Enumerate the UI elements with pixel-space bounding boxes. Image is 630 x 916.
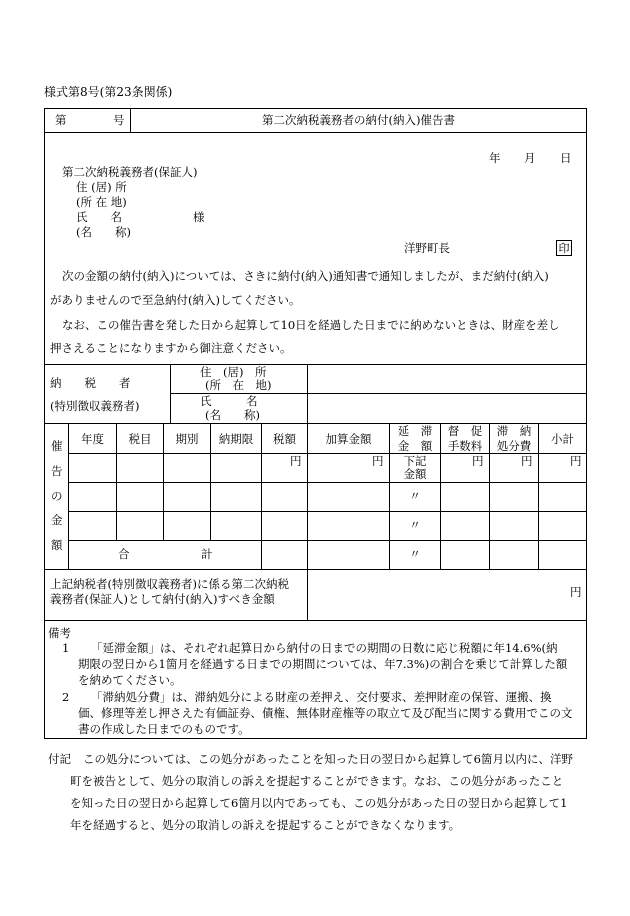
- col-header-deadline: 納期限: [218, 432, 254, 446]
- delay-note-1: 下記: [403, 454, 427, 468]
- footnote-line-3: を知った日の翌日から起算して6箇月以内であっても、この処分があった日の翌日から起算して1: [70, 796, 568, 810]
- col-header-period: 期別: [175, 432, 199, 446]
- frame-bottom: [44, 738, 587, 739]
- table-row-line-2: [68, 511, 586, 512]
- header-bottom-line: [44, 132, 587, 133]
- table-row-line-3: [68, 540, 586, 541]
- col-header-disp-2: 処分費: [496, 439, 532, 453]
- yen-surcharge: 円: [372, 454, 384, 468]
- frame-left: [44, 108, 45, 739]
- body-line-1: 次の金額の納付(納入)については、さきに納付(納入)通知書で通知しましたが、まだ納付(納入): [62, 269, 549, 283]
- seal-mark: 印: [556, 240, 572, 256]
- table-header-line: [68, 453, 586, 454]
- total-label-1: 合: [118, 547, 130, 561]
- side-char-5: 額: [51, 538, 63, 552]
- col-header-surcharge: 加算金額: [325, 432, 372, 446]
- remark-2-line-2: 価、修理等差し押さえた有価証券、債権、無体財産権等の取立て及び配当に関する費用でこの文: [78, 706, 573, 720]
- ditto-row-2: 〃: [409, 489, 421, 503]
- yen-subtotal: 円: [570, 454, 582, 468]
- taxpayer-location-label: (所 在 地): [205, 378, 272, 392]
- date-year: 年: [489, 151, 501, 165]
- col-header-year: 年度: [81, 432, 104, 446]
- footnote-label: 付記: [48, 752, 71, 766]
- date-day: 日: [560, 151, 572, 165]
- remark-2-number: 2: [62, 690, 70, 704]
- body-line-4: 押さえることになりますから御注意ください。: [50, 341, 292, 355]
- remark-1-number: 1: [62, 641, 70, 655]
- total-label-2: 計: [201, 547, 213, 561]
- taxpayer-name-alt-label: (名 称): [205, 408, 260, 422]
- footnote-line-1: この処分については、この処分があったことを知った日の翌日から起算して6箇月以内に、洋野: [83, 752, 573, 766]
- side-char-2: 告: [51, 464, 63, 478]
- col-header-delay-2: 金 額: [397, 439, 433, 453]
- date-month: 月: [524, 151, 536, 165]
- addressee-name-label: 氏 名: [76, 210, 122, 224]
- liable-yen: 円: [570, 585, 582, 599]
- side-char-1: 催: [51, 439, 63, 453]
- remark-2-line-1: 「滞納処分費」は、滞納処分による財産の差押え、交付要求、差押財産の保管、運搬、換: [91, 690, 552, 704]
- col-header-tax: 税額: [273, 432, 296, 446]
- col-header-fee-2: 手数料: [447, 439, 483, 453]
- taxpayer-label: 納 税 者: [50, 376, 131, 390]
- taxpayer-address-label: 住 (居) 所: [200, 365, 267, 379]
- yen-disposition: 円: [521, 454, 533, 468]
- yen-tax: 円: [290, 454, 302, 468]
- col-header-disp-1: 滞 納: [496, 424, 532, 438]
- addressee-address-label: 住 (居) 所: [76, 180, 127, 194]
- issuer-name: 洋野町長: [404, 241, 450, 255]
- liable-label-2: 義務者(保証人)として納付(納入)すべき金額: [50, 592, 275, 606]
- liable-label-1: 上記納税者(特別徴収義務者)に係る第二次納税: [50, 577, 289, 591]
- body-line-2: がありませんので至急納付(納入)してください。: [50, 293, 301, 307]
- ditto-total: 〃: [409, 547, 421, 561]
- remarks-title: 備考: [48, 626, 71, 640]
- footnote-line-4: 年を経過すると、処分の取消しの訴えを提起することができなくなります。: [70, 818, 461, 832]
- side-char-3: の: [51, 489, 63, 503]
- body-line-3: なお、この催告書を発した日から起算して10日を経過した日までに納めないときは、財産を差し: [62, 318, 560, 332]
- table-row-line-1: [68, 482, 586, 483]
- yen-fee: 円: [472, 454, 484, 468]
- number-suffix: 号: [113, 113, 125, 127]
- col-header-item: 税目: [128, 432, 152, 446]
- number-prefix: 第: [55, 113, 67, 127]
- footnote-line-2: 町を被告として、処分の取消しの訴えを提起することができます。なお、この処分があったこと: [70, 774, 564, 788]
- addressee-location-label: (所 在 地): [76, 195, 127, 209]
- liable-bottom-line: [44, 620, 587, 621]
- remark-1-line-3: を納めてください。: [78, 673, 182, 687]
- remark-1-line-1: 「延滞金額」は、それぞれ起算日から納付の日までの期間の日数に応じ税額に年14.6%(納: [91, 641, 558, 655]
- addressee-heading: 第二次納税義務者(保証人): [62, 165, 198, 179]
- document-title: 第二次納税義務者の納付(納入)催告書: [262, 113, 455, 127]
- honorific-sama: 様: [193, 210, 205, 224]
- taxpayer-divider-1: [170, 364, 171, 424]
- remark-1-line-2: 期限の翌日から1箇月を経過する日までの期間については、年7.3%)の割合を乗じて計算した額: [78, 657, 568, 671]
- frame-top: [44, 108, 587, 109]
- delay-note-2: 金額: [403, 467, 427, 481]
- ditto-row-3: 〃: [409, 518, 421, 532]
- col-header-delay-1: 延 滞: [397, 424, 433, 438]
- frame-right: [586, 108, 587, 739]
- table-bottom-line: [44, 569, 587, 570]
- taxpayer-label-sub: (特別徴収義務者): [50, 399, 140, 413]
- col-header-subtotal: 小計: [551, 432, 574, 446]
- remark-2-line-3: 書の作成した日までのものです。: [78, 722, 250, 736]
- table-col-5: [307, 423, 308, 620]
- intro-bottom-line: [44, 364, 587, 365]
- taxpayer-name-label: 氏 名: [200, 394, 258, 408]
- addressee-name-alt-label: (名 称): [76, 225, 131, 239]
- side-char-4: 金: [51, 513, 63, 527]
- col-header-fee-1: 督 促: [447, 424, 483, 438]
- form-label: 様式第8号(第23条関係): [44, 85, 173, 99]
- taxpayer-divider-2: [307, 364, 308, 424]
